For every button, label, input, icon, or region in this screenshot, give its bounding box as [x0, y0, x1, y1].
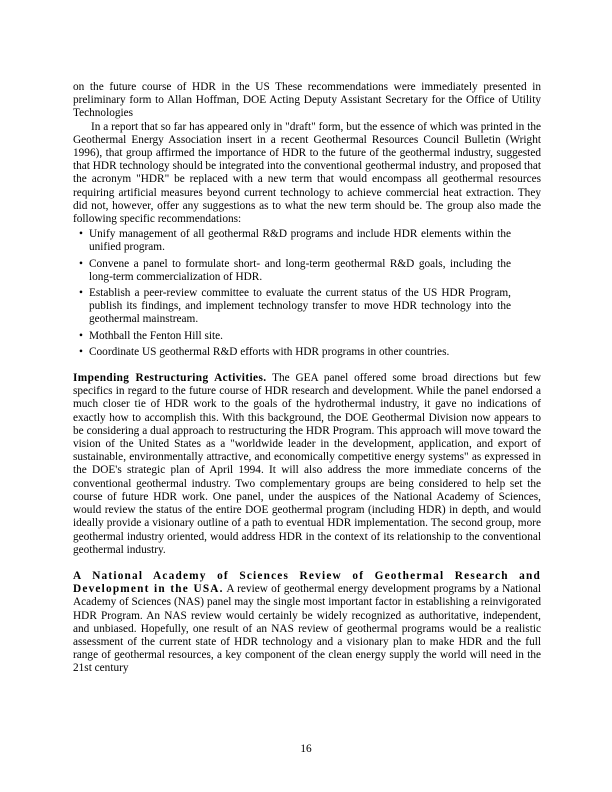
restructuring-section	[73, 372, 541, 557]
restructuring-body: The GEA panel offered some broad directions but few specifics in regard to the future course of HDR research and development. While the panel endorsed a much closer tie of HDR work to the goals of the hydrothermal industry, it gave no indications of exactly how to accomplish this. With this background, the DOE Geothermal Division now appears to be considering a dual approach to restructuring the HDR Program. This approach will move toward the vision of the United States as a "worldwide leader in the development, application, and export of sustainable, environmentally attractive, and economically competitive energy systems" as expressed in the DOE's strategic plan of April 1994. It will also address the more immediate concerns of the conventional geothermal industry. Two complementary groups are being considered to help set the course of future HDR work. One panel, under the auspices of the National Academy of Sciences, would review the status of the entire DOE geothermal program (including HDR) in depth, and would ideally provide a visionary outline of a path to eventual HDR implementation. The second group, more geothermal industry oriented, would address HDR in the context of its relationship to the conventional geothermal industry.	[73, 372, 542, 556]
list-item	[79, 330, 511, 343]
bullet-icon: •	[79, 257, 83, 270]
page-number: 16	[300, 743, 312, 755]
report-paragraph: In a report that so far has appeared only in "draft" form, but the essence of which was printed in the Geothermal Energy Association insert in a recent Geothermal Resources Council Bulletin (Wright 1996), that group affirmed the importance of HDR to the future of the geothermal industry, suggested that HDR technology should be integrated into the conventional geothermal industry, and proposed that the acronym "HDR" be replaced with a new term that would encompass all geothermal resources requiring artificial measures beyond current technology to achieve commercial heat extraction. They did not, however, offer any suggestions as to what the new term should be. The group also made the following specific recommendations:	[73, 120, 541, 226]
recommendation-text: Convene a panel to formulate short- and long-term geothermal R&D goals, including the long-term commercialization of HDR.	[89, 257, 511, 283]
bullet-icon: •	[79, 329, 83, 342]
list-item	[79, 287, 511, 327]
bullet-icon: •	[79, 345, 83, 358]
list-item	[79, 228, 511, 254]
recommendation-text: Mothball the Fenton Hill site.	[89, 329, 223, 342]
page-body	[73, 81, 541, 676]
nas-review-heading: A National Academy of Sciences Review of Geothermal Research and Development in the USA.	[73, 569, 541, 596]
bullet-icon: •	[79, 287, 83, 300]
restructuring-heading: Impending Restructuring Activities.	[73, 372, 267, 385]
recommendation-text: Coordinate US geothermal R&D efforts with HDR programs in other countries.	[89, 345, 450, 358]
recommendations-list	[79, 228, 511, 359]
nas-review-body: A review of geothermal energy development programs by a National Academy of Sciences (NAS) panel may the single most important factor in establishing a reinvigorated HDR Program. An NAS review would certainly be widely recognized as authoritative, independent, and unbiased. Hopefully, one result of an NAS review of geothermal programs would be a realistic assessment of the current state of HDR technology and a visionary plan to make HDR and the full range of geothermal resources, a key component of the clean energy supply the world will need in the 21st century	[73, 583, 542, 675]
recommendation-text: Unify management of all geothermal R&D programs and include HDR elements within the unified program.	[89, 228, 511, 254]
nas-review-section	[73, 570, 541, 676]
list-item	[79, 346, 511, 359]
recommendation-text: Establish a peer-review committee to evaluate the current status of the US HDR Program, publish its findings, and implement technology transfer to move HDR technology into the geothermal mainstream.	[89, 287, 511, 326]
list-item	[79, 258, 511, 284]
bullet-icon: •	[79, 228, 83, 241]
continuation-paragraph: on the future course of HDR in the US These recommendations were immediately presented in preliminary form to Allan Hoffman, DOE Acting Deputy Assistant Secretary for the Office of Utility Technologies	[73, 81, 541, 120]
